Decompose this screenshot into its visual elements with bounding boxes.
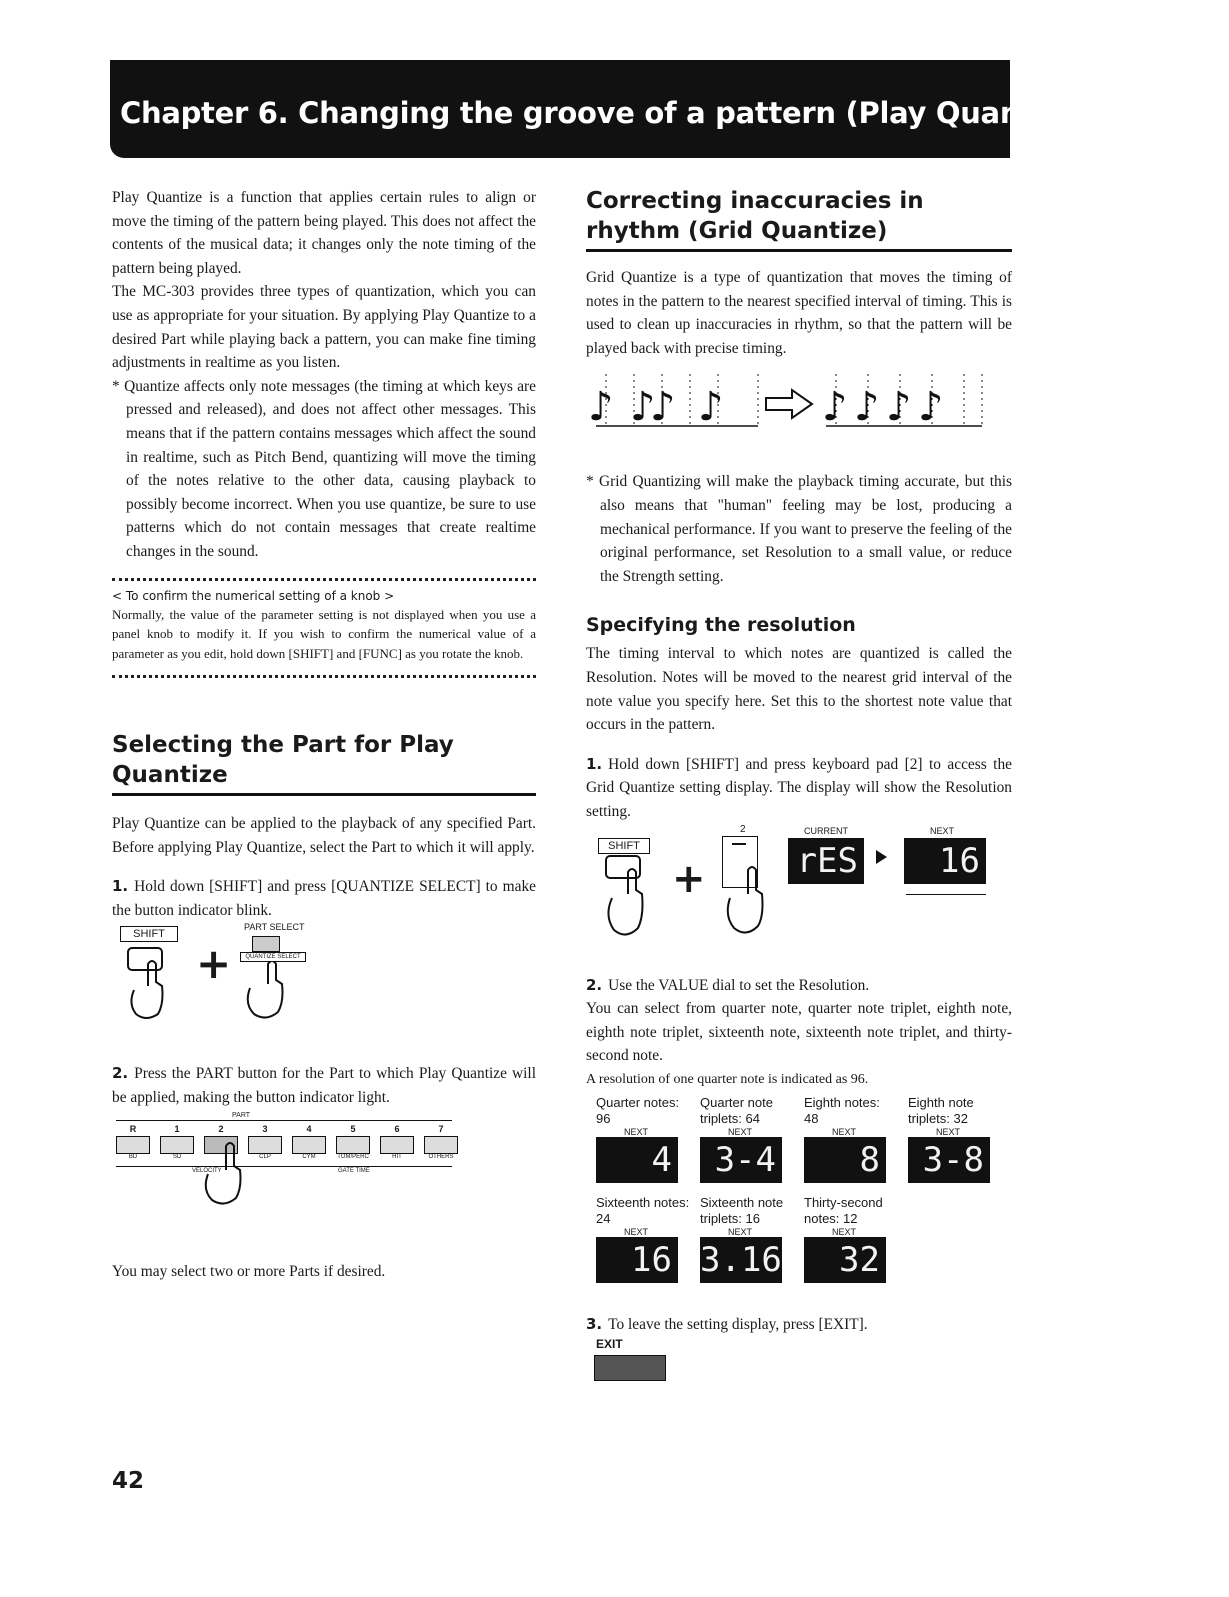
right-column [586, 186, 1012, 1381]
part-select-button[interactable] [252, 936, 280, 952]
part-select-label: PART SELECT [244, 922, 305, 933]
part-number: 5 [350, 1123, 356, 1134]
svg-text:♪: ♪ [886, 384, 912, 431]
part-number: R [129, 1123, 137, 1134]
step-2-detail: You can select from quarter note, quarter note triplet, eighth note, eighth note triplet, sixteenth note, sixteenth note triplet, and thirty-second note. [586, 1000, 1012, 1065]
step-2-number: 2. [586, 975, 603, 994]
resolution-label: Quarter notes: [596, 1095, 680, 1111]
step-1-number: 1. [586, 754, 603, 773]
shift-key-label: SHIFT [120, 926, 178, 942]
part-pad[interactable] [336, 1136, 370, 1154]
section-title-selecting-part: Selecting the Part for Play Quantize [112, 730, 536, 796]
resolution-label: Thirty-second [804, 1195, 883, 1211]
resolution-value-label: triplets: 32 [908, 1111, 968, 1127]
svg-text:♪: ♪ [588, 384, 614, 431]
part-bottom-rule [116, 1166, 452, 1167]
next-label: NEXT [624, 1227, 649, 1238]
subsection-title-resolution: Specifying the resolution [586, 614, 856, 637]
resolution-value-label: 48 [804, 1111, 819, 1127]
svg-text:♪: ♪ [698, 384, 724, 431]
resolution-value-label: 24 [596, 1211, 611, 1227]
plus-icon: + [196, 939, 232, 989]
part-button-7[interactable] [424, 1124, 468, 1164]
left-column [112, 186, 536, 1283]
resolution-display: 3.16 [700, 1237, 782, 1283]
part-name: BD [128, 1153, 138, 1160]
resolution-label: Sixteenth notes: [596, 1195, 690, 1211]
step-1 [586, 753, 1012, 824]
part-title: PART [232, 1111, 251, 1119]
part-number: 3 [262, 1123, 268, 1134]
resolution-display-grid [586, 1091, 1012, 1283]
tip-title: < To confirm the numerical setting of a knob > [112, 588, 395, 603]
intro-paragraph-2: The MC-303 provides three types of quantization, which you can use as appropriate for your situation. By applying Play Quantize to a desired Part while playing back a pattern, you can make fine timing adjustments in realtime as you listen. [112, 283, 536, 372]
resolution-value-label: notes: 12 [804, 1211, 858, 1227]
grid-quantize-intro: Grid Quantize is a type of quantization that moves the timing of notes in the pattern to the nearest specified interval of timing. This is used to clean up inaccuracies in rhythm, so that the pattern will be played back with precise timing. [586, 269, 1012, 357]
intro-paragraph-1: Play Quantize is a function that applies certain rules to align or move the timing of the pattern being played. This does not affect the contents of the musical data; it changes only the note timing of the pattern being played. [112, 189, 536, 277]
current-display: rES [788, 838, 864, 884]
resolution-label: Eighth notes: [804, 1095, 880, 1111]
part-number: 6 [394, 1123, 400, 1134]
next-label: NEXT [728, 1227, 753, 1238]
part-top-rule [116, 1120, 452, 1121]
step-1-text: Hold down [SHIFT] and press keyboard pad [2] to access the Grid Quantize setting display. The display will show the Resolution setting. [586, 755, 1012, 820]
step-2-text: Press the PART button for the Part to which Play Quantize will be applied, making the button indicator light. [112, 1065, 536, 1106]
resolution-label: Quarter note [700, 1095, 773, 1111]
step-2-text: Use the VALUE dial to set the Resolution. [608, 976, 870, 994]
next-label: NEXT [624, 1127, 649, 1138]
step-2-number: 2. [112, 1064, 129, 1083]
resolution-value-label: triplets: 16 [700, 1211, 760, 1227]
plus-icon: + [672, 855, 706, 902]
resolution-value-label: 96 [596, 1111, 611, 1127]
part-pad[interactable] [160, 1136, 194, 1154]
next-label: NEXT [832, 1227, 857, 1238]
part-number: 7 [438, 1123, 444, 1134]
next-label: NEXT [728, 1127, 753, 1138]
svg-text:♪: ♪ [854, 384, 880, 431]
resolution-display: 4 [596, 1137, 678, 1183]
next-label: NEXT [832, 1127, 857, 1138]
part-button-6[interactable] [380, 1124, 424, 1164]
exit-button[interactable] [594, 1355, 666, 1381]
rhythm-quantize-figure [586, 360, 1012, 470]
arrow-right-icon [876, 850, 887, 864]
resolution-label: Eighth note [908, 1095, 974, 1111]
resolution-display: 8 [804, 1137, 886, 1183]
exit-label: EXIT [596, 1337, 623, 1352]
resolution-display: 3-8 [908, 1137, 990, 1183]
resolution-intro: The timing interval to which notes are quantized is called the Resolution. Notes will be moved to the nearest grid interval of the note value you specify here. Set this to the shortest note value that occurs in the pattern. [586, 645, 1012, 734]
pad-number: 2 [740, 823, 746, 835]
part-name: TOM/PERC [337, 1153, 369, 1160]
resolution-display: 16 [596, 1237, 678, 1283]
svg-text:♪: ♪ [650, 384, 676, 431]
tip-top-divider [112, 578, 536, 581]
resolution-display: 32 [804, 1237, 886, 1283]
note-quantize-diagram [586, 360, 1012, 460]
multiple-parts-note: You may select two or more Parts if desired. [112, 1262, 386, 1280]
part-button-row [116, 1124, 456, 1164]
next-label: NEXT [936, 1127, 961, 1138]
shift-quantize-figure [112, 922, 536, 1022]
part-name: CYM [302, 1153, 316, 1160]
part-number: 4 [306, 1123, 312, 1134]
tip-body: Normally, the value of the parameter setting is not displayed when you use a panel knob to modify it. If you wish to confirm the numerical value of a parameter as you edit, hold down [SHIFT] and [FUNC] as you rotate the knob. [112, 606, 536, 661]
step-1-text: Hold down [SHIFT] and press [QUANTIZE SELECT] to make the button indicator blink. [112, 878, 536, 919]
section-title-grid-quantize: Correcting inaccuracies in rhythm (Grid Quantize) [586, 186, 1012, 252]
part-number: 2 [218, 1123, 224, 1134]
svg-text:♪: ♪ [822, 384, 848, 431]
part-name: CLP [259, 1153, 271, 1160]
finger-press-icon [198, 1140, 258, 1210]
part-pad[interactable] [424, 1136, 458, 1154]
step-3 [586, 1313, 1012, 1337]
step-3-text: To leave the setting display, press [EXIT]. [608, 1316, 868, 1334]
next-label: NEXT [930, 825, 955, 836]
shift-key-label: SHIFT [598, 838, 650, 854]
finger-press-icon [242, 962, 302, 1022]
quantize-select-button[interactable]: QUANTIZE SELECT [240, 952, 306, 962]
step-1-number: 1. [112, 877, 129, 896]
part-pad[interactable] [116, 1136, 150, 1154]
next-display: 16 [904, 838, 986, 884]
knob-tip-box [112, 589, 536, 664]
step-3-number: 3. [586, 1315, 603, 1334]
part-name: OTHERS [428, 1153, 454, 1160]
finger-press-icon [116, 942, 186, 1022]
resolution-value-label: triplets: 64 [700, 1111, 760, 1127]
svg-text:♪: ♪ [630, 384, 656, 431]
step-2-detail-2: A resolution of one quarter note is indicated as 96. [586, 1071, 869, 1087]
part-pad[interactable] [292, 1136, 326, 1154]
part-pad[interactable] [380, 1136, 414, 1154]
resolution-label: Sixteenth note [700, 1195, 784, 1211]
svg-text:♪: ♪ [918, 384, 944, 431]
step-2 [112, 1062, 536, 1109]
gate-time-label: GATE TIME [338, 1167, 370, 1174]
velocity-label: VELOCITY [192, 1167, 222, 1174]
part-buttons-figure [112, 1110, 536, 1210]
chapter-title: Chapter 6. Changing the groove of a pattern (Play Quantize) [120, 96, 1093, 130]
step-1 [112, 875, 536, 922]
part-button-5[interactable] [336, 1124, 380, 1164]
display-underline [906, 894, 986, 895]
grid-quantize-note: * Grid Quantizing will make the playback timing accurate, but this also means that "human" feeling may be lost, producing a mechanical performance. If you want to preserve the feeling of the original performance, set Resolution to a small value, or reduce the Strength setting. [586, 473, 1012, 585]
quantize-note: * Quantize affects only note messages (the timing at which keys are pressed and released), and does not affect other messages. This means that if the pattern contains messages which affect the sound in realtime, such as Pitch Bend, quantizing will move the timing of the notes relative to the other data, causing playback to possibly become incorrect. When you use quantize, be sure to use patterns which do not contain messages that create realtime changes in the sound. [112, 377, 536, 560]
current-label: CURRENT [804, 825, 848, 836]
section-intro: Play Quantize can be applied to the playback of any specified Part. Before applying Play Quantize, select the Part to which it will apply. [112, 815, 536, 856]
part-name: SD [172, 1153, 182, 1160]
step-2 [586, 974, 1012, 998]
part-number: 1 [174, 1123, 180, 1134]
resolution-display: 3-4 [700, 1137, 782, 1183]
shift-pad-figure [586, 824, 1012, 974]
page-number: 42 [112, 1468, 145, 1494]
part-button-0[interactable] [116, 1124, 160, 1164]
part-button-4[interactable] [292, 1124, 336, 1164]
part-name: HIT [392, 1153, 402, 1160]
finger-press-icon [592, 854, 662, 944]
finger-press-icon [720, 864, 780, 944]
